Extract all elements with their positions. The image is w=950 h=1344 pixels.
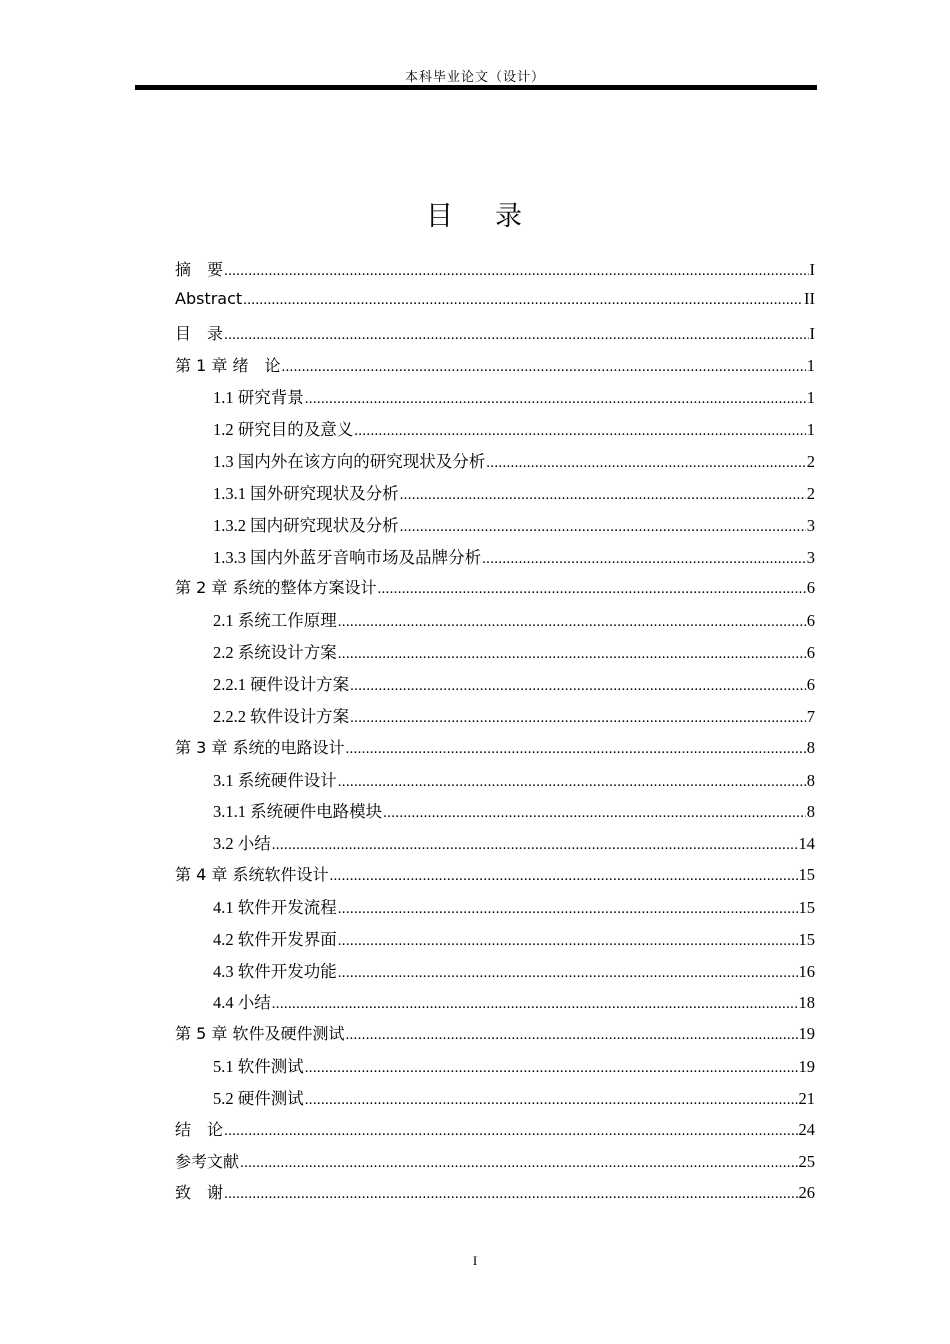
toc-dot-leader <box>345 741 805 758</box>
toc-heading-part1: 目 <box>426 201 455 232</box>
toc-dot-leader <box>240 1155 797 1172</box>
table-of-contents <box>175 257 815 1212</box>
toc-entry[interactable] <box>175 671 815 703</box>
toc-entry-label: 2.2.1 硬件设计方案 <box>213 674 350 694</box>
toc-dot-leader <box>338 646 806 663</box>
toc-dot-leader <box>224 327 808 344</box>
toc-entry[interactable] <box>175 703 815 735</box>
toc-dot-leader <box>305 1060 798 1077</box>
toc-entry[interactable] <box>175 575 815 607</box>
toc-entry-page: 3 <box>806 515 815 535</box>
toc-entry-page: 15 <box>798 897 815 917</box>
toc-entry-label: 2.2.2 软件设计方案 <box>213 706 350 726</box>
toc-entry[interactable] <box>175 289 815 321</box>
toc-entry[interactable] <box>175 894 815 926</box>
toc-dot-leader <box>345 1027 797 1044</box>
toc-entry-page: 8 <box>806 802 815 822</box>
toc-dot-leader <box>281 359 805 376</box>
toc-entry[interactable] <box>175 257 815 289</box>
toc-entry[interactable] <box>175 353 815 385</box>
toc-dot-leader <box>224 263 808 280</box>
toc-dot-leader <box>400 519 806 536</box>
toc-entry-label: 第 5 章 软件及硬件测试 <box>175 1024 345 1044</box>
toc-dot-leader <box>224 1123 797 1140</box>
footer-page-number: I <box>472 1253 478 1268</box>
toc-dot-leader <box>329 868 797 885</box>
toc-dot-leader <box>338 774 806 791</box>
toc-entry[interactable] <box>175 830 815 862</box>
toc-entry-page: 19 <box>798 1024 815 1044</box>
toc-dot-leader <box>377 581 805 598</box>
toc-entry-label: 结 论 <box>175 1119 224 1139</box>
toc-entry-page: 6 <box>806 578 815 598</box>
toc-entry-page: 21 <box>798 1088 815 1108</box>
toc-dot-leader <box>482 551 806 568</box>
toc-entry[interactable] <box>175 989 815 1021</box>
toc-entry-label: 1.2 研究目的及意义 <box>213 420 354 440</box>
toc-dot-leader <box>305 1092 798 1109</box>
toc-dot-leader <box>272 996 798 1013</box>
toc-entry-page: 1 <box>806 355 815 375</box>
toc-entry[interactable] <box>175 384 815 416</box>
toc-entry-label: 1.3 国内外在该方向的研究现状及分析 <box>213 452 486 472</box>
toc-entry[interactable] <box>175 1053 815 1085</box>
toc-entry-label: 4.1 软件开发流程 <box>213 897 337 917</box>
toc-entry-page: 19 <box>798 1057 815 1077</box>
toc-entry-label: 3.2 小结 <box>213 834 271 854</box>
toc-heading-part2: 录 <box>495 201 524 232</box>
toc-entry[interactable] <box>175 480 815 512</box>
toc-entry-page: 2 <box>806 483 815 503</box>
toc-entry-page: 8 <box>806 770 815 790</box>
toc-entry-label: 1.3.3 国内外蓝牙音响市场及品牌分析 <box>213 547 482 567</box>
toc-entry-label: 2.2 系统设计方案 <box>213 643 337 663</box>
toc-entry-label: 第 2 章 系统的整体方案设计 <box>175 578 377 598</box>
toc-entry-label: 4.3 软件开发功能 <box>213 961 337 981</box>
toc-entry-page: 6 <box>806 674 815 694</box>
toc-dot-leader <box>243 292 803 309</box>
toc-entry-label: 第 1 章 绪 论 <box>175 355 281 375</box>
toc-entry-page: 14 <box>798 834 815 854</box>
toc-entry-label: 3.1.1 系统硬件电路模块 <box>213 802 383 822</box>
toc-entry-page: 7 <box>806 706 815 726</box>
toc-entry-page: 2 <box>806 452 815 472</box>
toc-heading <box>0 194 950 233</box>
toc-dot-leader <box>338 965 798 982</box>
toc-entry[interactable] <box>175 1021 815 1053</box>
toc-entry-label: 第 4 章 系统软件设计 <box>175 865 329 885</box>
toc-entry-label: 第 3 章 系统的电路设计 <box>175 737 345 757</box>
toc-dot-leader <box>338 901 798 918</box>
toc-entry[interactable] <box>175 767 815 799</box>
toc-entry-page: 3 <box>806 547 815 567</box>
toc-dot-leader <box>400 487 806 504</box>
toc-entry-page: 25 <box>798 1151 815 1171</box>
toc-entry[interactable] <box>175 607 815 639</box>
toc-entry-page: II <box>804 288 815 308</box>
toc-entry[interactable] <box>175 926 815 958</box>
toc-entry-page: 6 <box>806 643 815 663</box>
toc-entry[interactable] <box>175 448 815 480</box>
toc-entry[interactable] <box>175 416 815 448</box>
toc-dot-leader <box>305 391 806 408</box>
toc-dot-leader <box>486 455 806 472</box>
toc-dot-leader <box>350 710 806 727</box>
toc-dot-leader <box>338 614 806 631</box>
toc-entry[interactable] <box>175 321 815 353</box>
toc-entry[interactable] <box>175 1085 815 1117</box>
toc-entry-label: 3.1 系统硬件设计 <box>213 770 337 790</box>
toc-entry-label: 5.1 软件测试 <box>213 1057 304 1077</box>
toc-dot-leader <box>350 678 806 695</box>
toc-entry-label: 5.2 硬件测试 <box>213 1088 304 1108</box>
toc-entry-page: 6 <box>806 611 815 631</box>
toc-entry[interactable] <box>175 735 815 767</box>
toc-entry-page: 18 <box>798 993 815 1013</box>
toc-entry-label: Abstract <box>175 288 243 308</box>
toc-entry-page: 8 <box>806 737 815 757</box>
toc-entry-page: 16 <box>798 961 815 981</box>
toc-entry-page: 24 <box>798 1119 815 1139</box>
toc-entry[interactable] <box>175 639 815 671</box>
toc-dot-leader <box>383 805 806 822</box>
toc-entry-label: 摘 要 <box>175 260 224 279</box>
toc-entry[interactable] <box>175 512 815 544</box>
toc-entry-page: 15 <box>798 929 815 949</box>
toc-entry-page: I <box>809 260 815 279</box>
toc-entry-label: 2.1 系统工作原理 <box>213 611 337 631</box>
toc-entry-page: 26 <box>798 1183 815 1203</box>
toc-entry-label: 4.4 小结 <box>213 993 271 1013</box>
toc-dot-leader <box>338 933 798 950</box>
toc-entry-page: 1 <box>806 388 815 408</box>
page-header-title: 本科毕业论文（设计） <box>404 69 545 84</box>
toc-dot-leader <box>224 1186 797 1203</box>
toc-entry-page: I <box>809 323 815 343</box>
toc-entry-label: 4.2 软件开发界面 <box>213 929 337 949</box>
toc-entry-label: 参考文献 <box>175 1151 240 1171</box>
toc-entry-page: 1 <box>806 420 815 440</box>
header-rule <box>135 85 817 90</box>
toc-entry[interactable] <box>175 544 815 576</box>
toc-entry-label: 致 谢 <box>175 1183 224 1203</box>
toc-entry[interactable] <box>175 1149 815 1181</box>
toc-entry[interactable] <box>175 958 815 990</box>
toc-dot-leader <box>354 423 806 440</box>
toc-entry-label: 目 录 <box>175 323 224 343</box>
toc-entry-label: 1.3.1 国外研究现状及分析 <box>213 483 399 503</box>
toc-entry[interactable] <box>175 1117 815 1149</box>
toc-entry[interactable] <box>175 862 815 894</box>
toc-entry-page: 15 <box>798 865 815 885</box>
toc-entry[interactable] <box>175 798 815 830</box>
toc-entry-label: 1.3.2 国内研究现状及分析 <box>213 515 399 535</box>
toc-entry-label: 1.1 研究背景 <box>213 388 304 408</box>
toc-dot-leader <box>272 837 798 854</box>
toc-entry[interactable] <box>175 1180 815 1212</box>
